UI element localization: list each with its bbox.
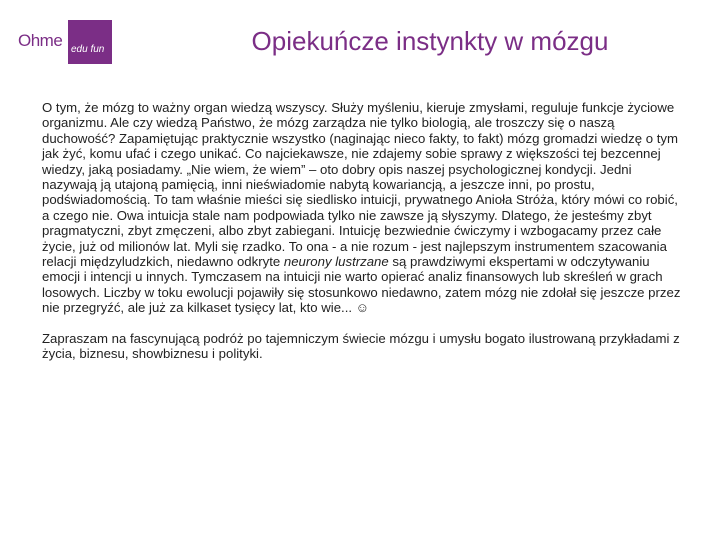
brand-logo [18,18,118,66]
logo-tagline: edu fun [71,44,105,55]
paragraph-intro-rest: są prawdziwymi ekspertami w odczytywaniu emocji i intencji u innych. Tymczasem na intuicji nie warto opierać analiz finansowych lub skreśleń w grach losowych. Liczby w toku ewolucji pojawiły się stosunkowo niedawno, zatem mózg nie zdołał się jeszcze przez nie przegryźć, ale już za kilkaset tysięcy lat, kto wie... ☺ [42,254,681,316]
content-body [42,100,682,362]
paragraph-intro [42,100,682,316]
logo-square [68,20,112,64]
paragraph-invitation: Zapraszam na fascynującą podróż po tajemniczym świecie mózgu i umysłu bogato ilustrowaną przykładami z życia, biznesu, showbiznesu i polityki. [42,330,680,362]
logo-name: Ohme [18,31,63,50]
paragraph-intro-emphasis: neurony lustrzane [283,254,389,270]
page-title: Opiekuńcze instynkty w mózgu [251,26,609,56]
paragraph-intro-text: O tym, że mózg to ważny organ wiedzą wszyscy. Służy myśleniu, kieruje zmysłami, reguluje funkcje życiowe organizmu. Ale czy wiedzą Państwo, że mózg zarządza nie tylko biologią, ale troszczy się o naszą duchowość? Zapamiętując praktycznie wszystko (naginając nieco fakty, to fakt) mózg gromadzi wiedzę o tym jak żyć, komu ufać i czego unikać. Co najciekawsze, nie zdajemy sobie sprawy z większości tej bezcennej wiedzy, jaką posiadamy. „Nie wiem, że wiem” – oto dobry opis naszej psychologicznej kondycji. Jedni nazywają ją utajoną pamięcią, inni nieświadomie nabytą kowariancją, a jeszcze inni, po prostu, podświadomością. To tam właśnie mieści się siedlisko intuicji, prywatnego Anioła Stróża, który mówi co robić, a czego nie. Owa intuicja stale nam podpowiada tylko nie zawsze ją słyszymy. Dlatego, że jesteśmy zbyt pragmatyczni, zbyt zmęczeni, albo zbyt zabiegani. Intuicję bezwiednie ćwiczymy i wzbogacamy przez całe życie, już od milionów lat. Myli się rzadko. To ona - a nie rozum - jest najlepszym instrumentem szacowania relacji międzyludzkich, niedawno odkryte [42,100,678,270]
